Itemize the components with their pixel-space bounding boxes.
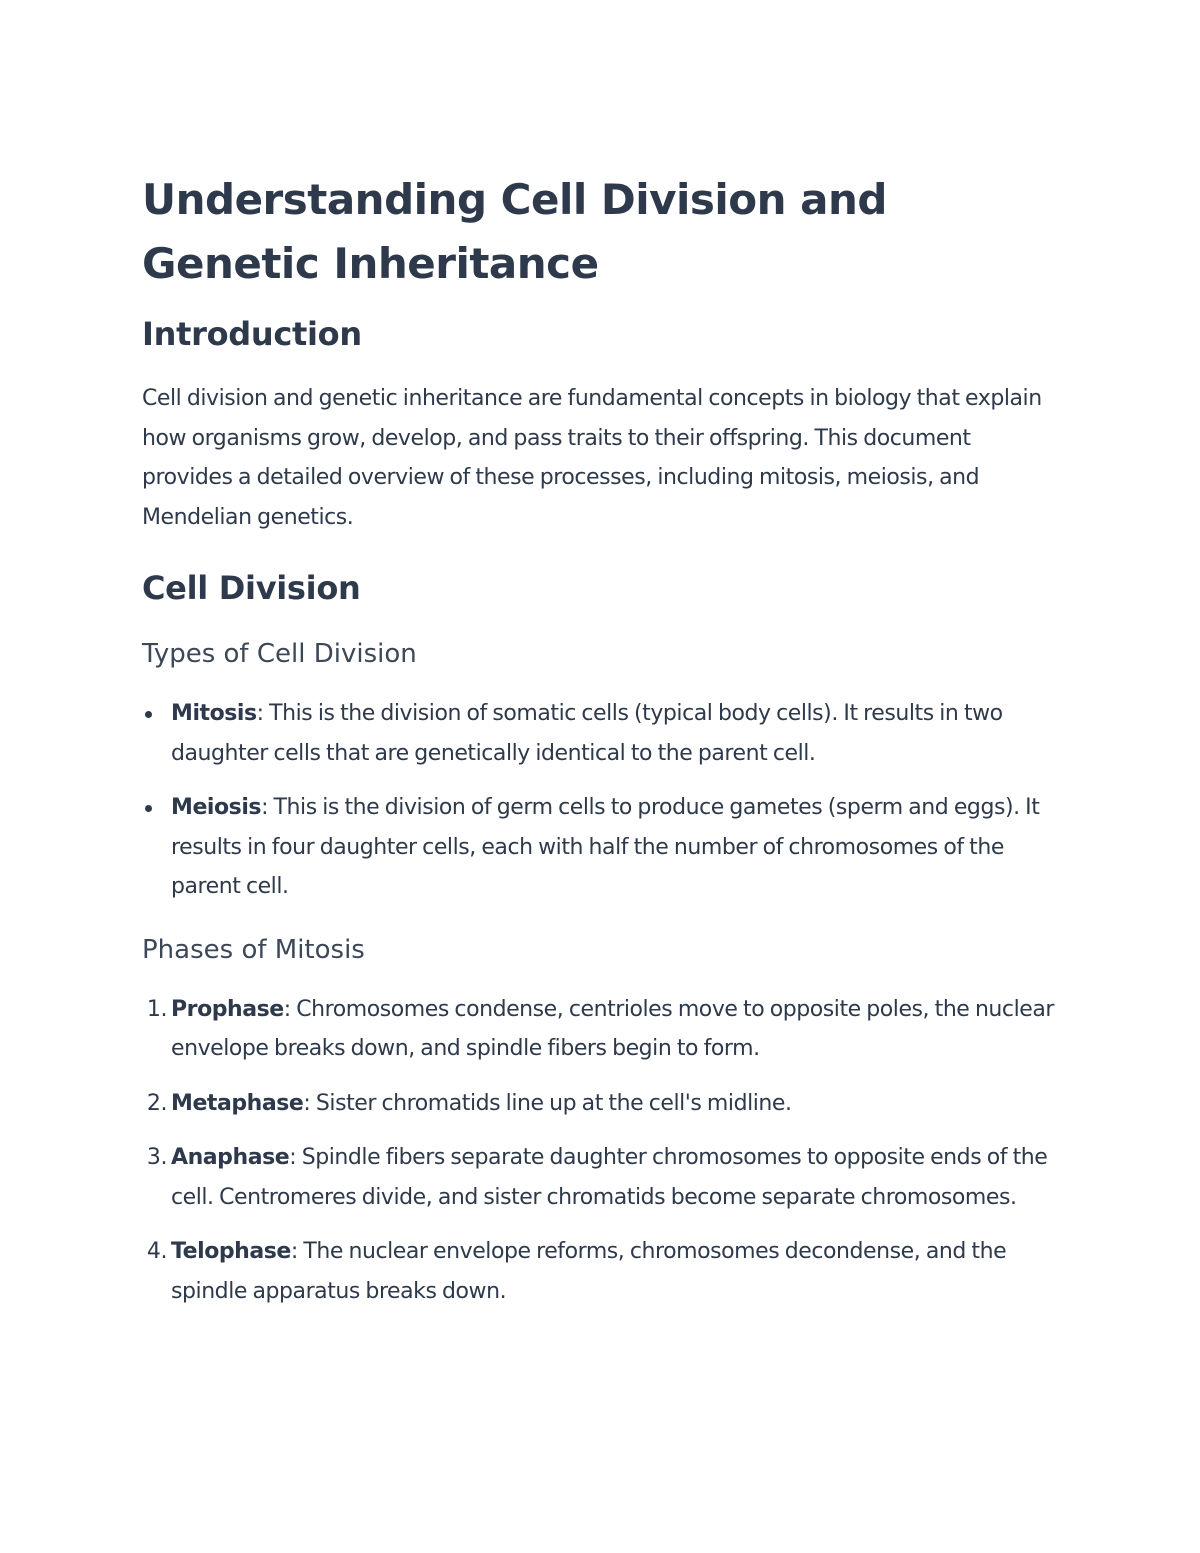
list-item-telophase: [142, 1232, 1062, 1311]
definition-mitosis: : This is the division of somatic cells (typical body cells). It results in two daughter cells that are genetically identical to the parent cell.: [171, 701, 1003, 766]
definition-metaphase: : Sister chromatids line up at the cell's midline.: [303, 1090, 792, 1116]
introduction-paragraph: Cell division and genetic inheritance are fundamental concepts in biology that explain how organisms grow, develop, and pass traits to their offspring. This document provides a detailed overview of these processes, including mitosis, meiosis, and Mendelian genetics.: [142, 386, 1042, 530]
term-meiosis: Meiosis: [171, 795, 262, 820]
document-page: [142, 168, 1062, 1311]
list-item-anaphase: [142, 1138, 1062, 1217]
introduction-heading: Introduction: [142, 315, 362, 353]
list-item-meiosis: [142, 788, 1062, 907]
phases-of-mitosis-list: [142, 990, 1062, 1312]
definition-telophase: : The nuclear envelope reforms, chromosomes decondense, and the spindle apparatus breaks down.: [171, 1239, 1007, 1304]
document-title: Understanding Cell Division and Genetic Inheritance: [142, 175, 887, 288]
term-prophase: Prophase: [171, 996, 284, 1022]
list-item-mitosis: [142, 694, 1062, 773]
list-number: 4.: [146, 1239, 167, 1264]
list-number: 2.: [146, 1090, 167, 1116]
list-number: 3.: [146, 1145, 167, 1170]
term-telophase: Telophase: [171, 1239, 291, 1264]
phases-of-mitosis-heading: Phases of Mitosis: [142, 934, 365, 965]
definition-anaphase: : Spindle fibers separate daughter chromosomes to opposite ends of the cell. Centromeres divide, and sister chromatids become separate chromosomes.: [171, 1145, 1048, 1210]
list-item-metaphase: [142, 1084, 1062, 1124]
term-anaphase: Anaphase: [171, 1145, 290, 1170]
list-number: 1.: [146, 996, 167, 1022]
term-mitosis: Mitosis: [171, 701, 257, 726]
definition-meiosis: : This is the division of germ cells to produce gametes (sperm and eggs). It results in four daughter cells, each with half the number of chromosomes of the parent cell.: [171, 795, 1040, 899]
cell-division-heading: Cell Division: [142, 569, 361, 607]
term-metaphase: Metaphase: [171, 1090, 304, 1116]
definition-prophase: : Chromosomes condense, centrioles move to opposite poles, the nuclear envelope breaks down, and spindle fibers begin to form.: [171, 996, 1054, 1061]
list-item-prophase: [142, 990, 1062, 1069]
types-of-cell-division-heading: Types of Cell Division: [142, 639, 417, 669]
types-of-cell-division-list: [142, 694, 1062, 907]
